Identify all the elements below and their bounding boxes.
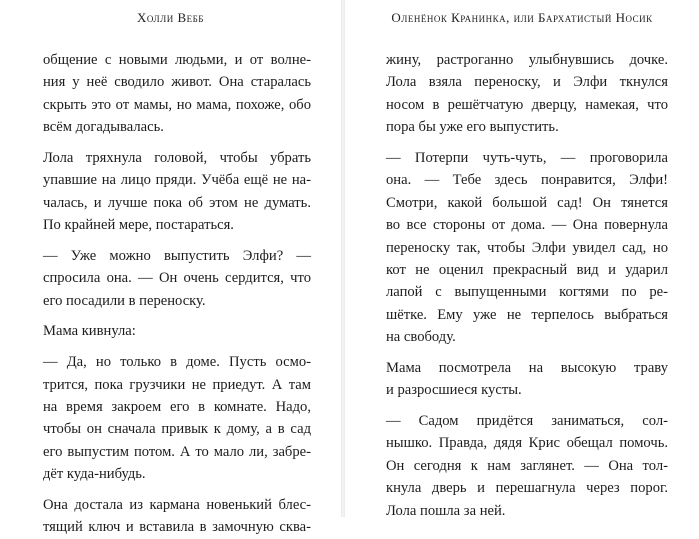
paragraph — [43, 351, 311, 485]
text-line: переноску так, чтобы Элфи увидел сад, но — [386, 239, 668, 256]
text-line: всём догадывалась. — [43, 119, 164, 136]
text-line: она. — Тебе здесь понравится, Элфи! — [386, 172, 668, 189]
text-line: Мама посмотрела на высокую траву — [386, 359, 668, 376]
left-text-block — [43, 49, 311, 539]
text-line: спросила она. — Он очень сердится, что — [43, 270, 311, 287]
text-line: общение с новыми людьми, и от волне- — [43, 52, 311, 68]
right-text-block — [386, 49, 668, 522]
text-line: пора бы уже его выпустить. — [386, 119, 559, 136]
text-line: Лола пошла за ней. — [386, 502, 506, 519]
text-line: скрыть это от мамы, но мама, похоже, обо — [43, 96, 311, 113]
paragraph — [43, 320, 311, 342]
text-line: жину, растроганно улыбнувшись дочке. — [386, 52, 668, 68]
text-line: Мама кивнула: — [43, 323, 136, 340]
text-line: Он сегодня к нам заглянет. — Она тол- — [386, 457, 668, 474]
paragraph — [43, 245, 311, 312]
text-line: — Садом придётся заниматься, сол- — [386, 413, 668, 430]
paragraph — [386, 410, 668, 522]
text-line: кот не оценил прекрасный вид и ударил — [386, 261, 668, 278]
text-line: трится, пока грузчики не приедут. А там — [43, 376, 311, 393]
paragraph — [43, 147, 311, 237]
text-line: нышко. Правда, дядя Крис обещал помочь. — [386, 435, 668, 452]
paragraph — [386, 147, 668, 349]
paragraph — [386, 49, 668, 139]
right-running-head: Оленёнок Кранинка, или Бархатистый Носик — [391, 10, 653, 25]
text-line: дёт куда-нибудь. — [43, 466, 146, 483]
right-page — [345, 0, 699, 517]
text-line: во все стороны от дома. — Она повернула — [386, 217, 668, 234]
text-line: чалась, и лучше пока об этом не думать. — [43, 194, 311, 211]
text-line: его посадили в переноску. — [43, 292, 206, 309]
text-line: ния у неё сводило живот. Она старалась — [43, 74, 311, 91]
text-line: и разросшиеся кусты. — [386, 382, 522, 399]
left-page — [0, 0, 341, 536]
text-line: кнула дверь и перешагнула через порог. — [386, 480, 668, 497]
text-line: шётке. Ему уже не терпелось выбраться — [386, 306, 668, 323]
text-line: — Уже можно выпустить Элфи? — — [43, 247, 311, 264]
text-line: Она достала из кармана новенький блес- — [43, 496, 311, 513]
text-line: — Да, но только в доме. Пусть осмо- — [43, 354, 311, 371]
text-line: Лола взяла переноску, и Элфи ткнулся — [386, 74, 668, 91]
text-line: носом в решётчатую дверцу, намекая, что — [386, 96, 668, 113]
text-line: на свободу. — [386, 329, 456, 346]
text-line: на время закроем его в комнате. Надо, — [43, 399, 311, 416]
paragraph — [43, 494, 311, 539]
text-line: — Потерпи чуть-чуть, — проговорила — [386, 149, 668, 166]
text-line: упавшие на лицо пряди. Учёба ещё не на- — [43, 172, 311, 189]
text-line: чтобы он сначала привык к дому, а в сад — [43, 421, 311, 438]
paragraph — [386, 357, 668, 402]
text-line: Лола тряхнула головой, чтобы убрать — [43, 149, 311, 166]
text-line: тящий ключ и вставила в замочную сква- — [43, 519, 311, 536]
text-line: По крайней мере, постараться. — [43, 217, 234, 234]
text-line: его выпустим потом. А то мало ли, забре- — [43, 443, 311, 460]
left-running-head: Холли Вебб — [137, 10, 204, 25]
text-line: Смотри, какой большой сад! Он тянется — [386, 194, 668, 211]
text-line: лапой с выпущенными когтями по ре- — [386, 284, 668, 301]
paragraph — [43, 49, 311, 139]
